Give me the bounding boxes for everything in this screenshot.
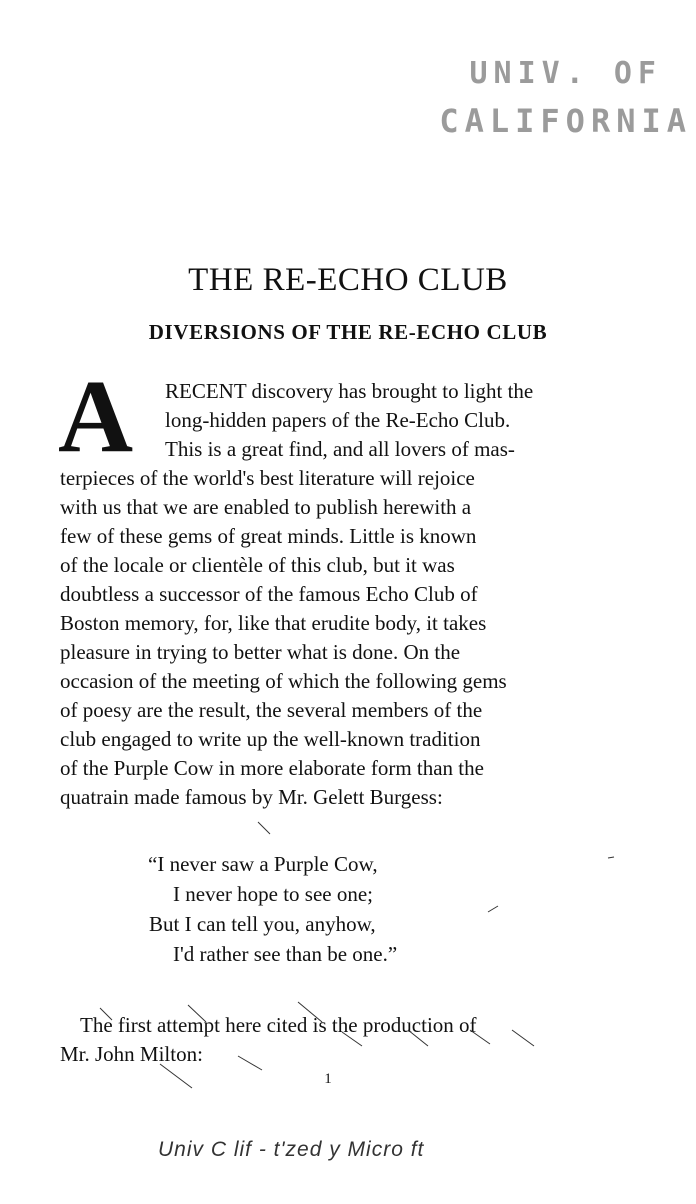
paragraph-line: Boston memory, for, like that erudite body, it takes xyxy=(60,611,487,635)
paragraph-line: few of these gems of great minds. Little is known xyxy=(60,524,477,548)
paragraph-line: occasion of the meeting of which the following gems xyxy=(60,669,507,693)
page-subtitle: DIVERSIONS OF THE RE-ECHO CLUB xyxy=(148,320,548,344)
verse-line: “I never saw a Purple Cow, xyxy=(148,852,378,876)
verse-line: I'd rather see than be one.” xyxy=(173,942,398,966)
verse-line: But I can tell you, anyhow, xyxy=(149,912,376,936)
paragraph-line: RECENT discovery has brought to light the xyxy=(165,379,534,403)
paragraph-line: of the locale or clientèle of this club, but it was xyxy=(60,553,455,577)
paragraph-line: pleasure in trying to better what is done. On the xyxy=(60,640,461,664)
paragraph-line: of poesy are the result, the several members of the xyxy=(60,698,483,722)
paragraph-line: of the Purple Cow in more elaborate form than the xyxy=(60,756,484,780)
page-number: 1 xyxy=(324,1071,332,1087)
paragraph-line: quatrain made famous by Mr. Gelett Burgess: xyxy=(60,785,443,809)
paragraph-line: The first attempt here cited is the production of xyxy=(80,1013,477,1037)
paragraph-line: Mr. John Milton: xyxy=(60,1042,203,1066)
paragraph-line: long-hidden papers of the Re-Echo Club. xyxy=(165,408,511,432)
verse-line: I never hope to see one; xyxy=(173,882,374,906)
page-title: THE RE-ECHO CLUB xyxy=(188,262,508,298)
paragraph-line: terpieces of the world's best literature will rejoice xyxy=(60,466,475,490)
paragraph-line: doubtless a successor of the famous Echo Club of xyxy=(60,582,478,606)
paragraph-line: This is a great find, and all lovers of mas- xyxy=(165,437,515,461)
digitization-watermark: Univ C lif - t'zed y Micro ft xyxy=(158,1138,425,1161)
stamp-line-1: UNIV. OF xyxy=(469,56,662,91)
stamp-line-2: CALIFORNIA xyxy=(439,102,692,140)
paragraph-line: club engaged to write up the well-known tradition xyxy=(60,727,481,751)
paragraph-line: with us that we are enabled to publish herewith a xyxy=(60,495,472,519)
drop-cap: A xyxy=(58,359,134,474)
